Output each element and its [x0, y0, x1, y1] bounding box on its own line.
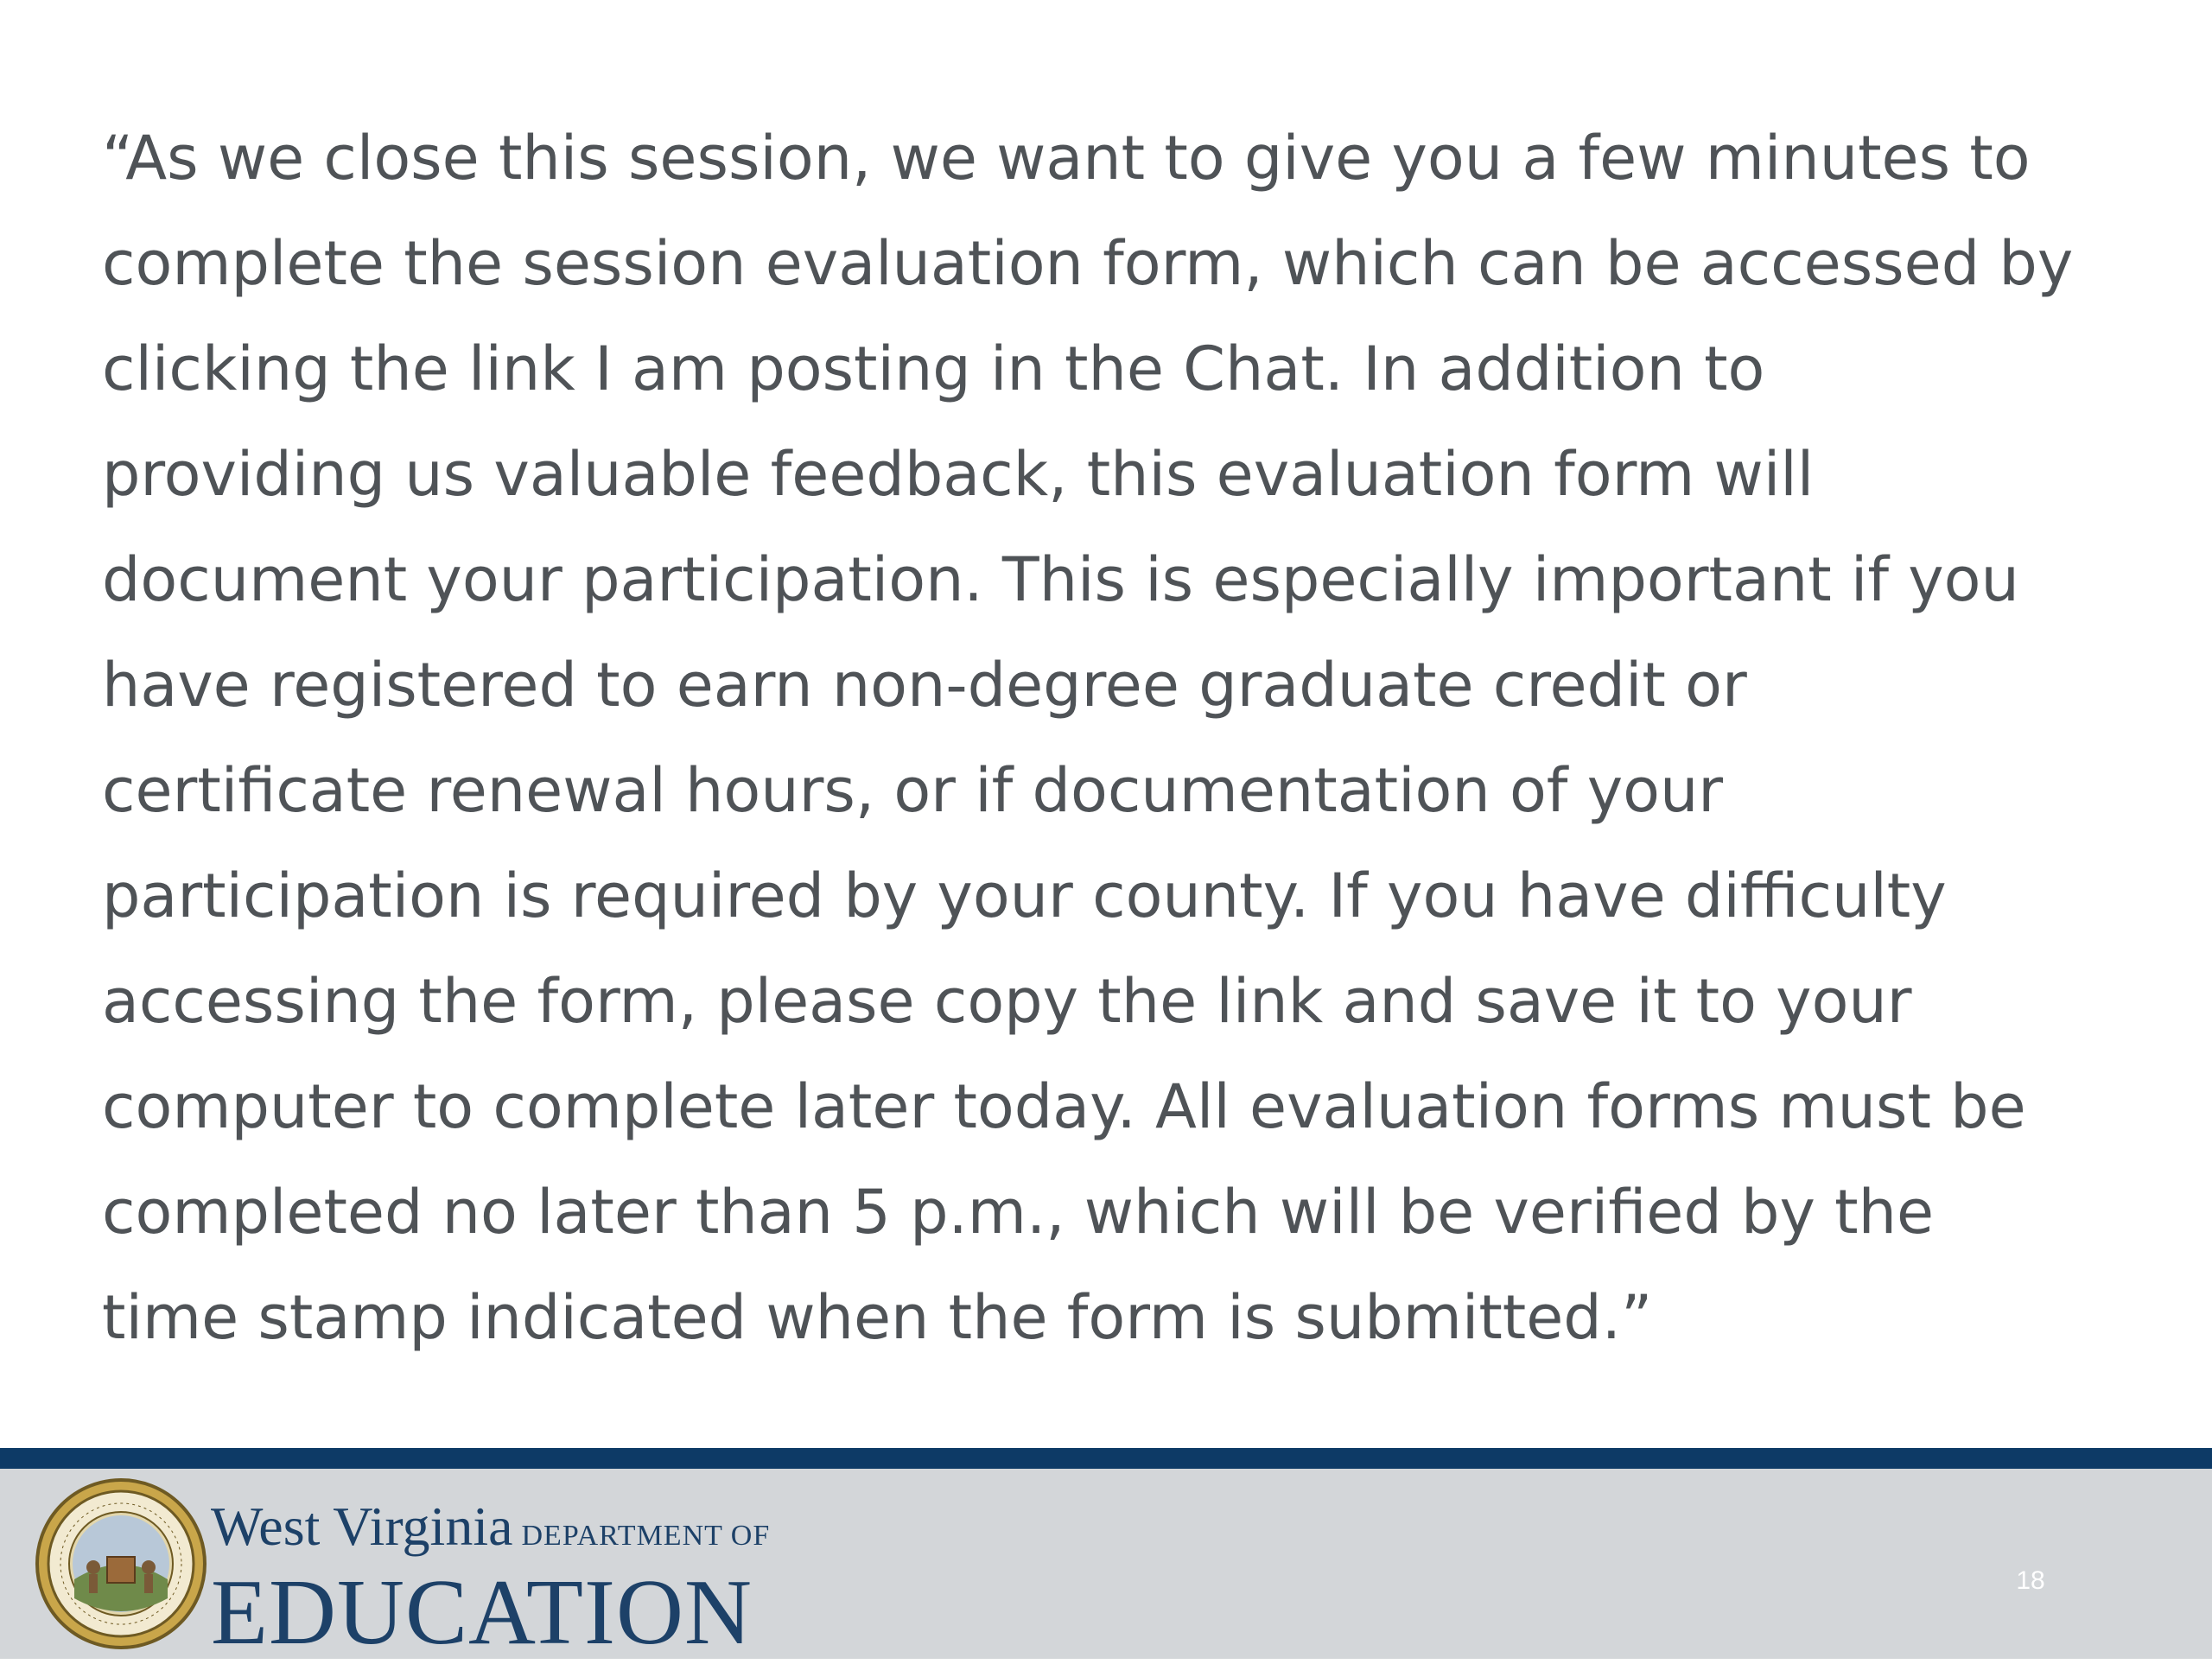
quote-line: participation is required by your county. If you have difficulty — [102, 861, 1947, 931]
wvde-logo — [211, 1496, 771, 1664]
quote-line: complete the session evaluation form, which can be accessed by — [102, 228, 2074, 299]
quote-line: time stamp indicated when the form is submitted.” — [102, 1282, 1653, 1353]
state-seal-icon — [35, 1477, 207, 1650]
quote-line: completed no later than 5 p.m., which will be verified by the — [102, 1177, 1935, 1248]
quote-line: providing us valuable feedback, this evaluation form will — [102, 439, 1815, 510]
slide-number: 18 — [2016, 1566, 2045, 1595]
logo-department-of: DEPARTMENT OF — [521, 1520, 771, 1552]
quote-line: document your participation. This is especially important if you — [102, 544, 2019, 615]
quote-text — [102, 105, 2124, 1370]
quote-line: clicking the link I am posting in the Chat. In addition to — [102, 333, 1765, 404]
quote-line: “As we close this session, we want to give you a few minutes to — [102, 123, 2031, 194]
logo-education: EDUCATION — [211, 1561, 753, 1664]
logo-west-virginia: West Virginia — [211, 1496, 513, 1557]
footer-divider — [0, 1448, 2212, 1469]
quote-line: certificate renewal hours, or if documentation of your — [102, 755, 1724, 826]
quote-line: accessing the form, please copy the link and save it to your — [102, 966, 1912, 1037]
quote-line: have registered to earn non-degree graduate credit or — [102, 650, 1747, 721]
quote-line: computer to complete later today. All evaluation forms must be — [102, 1071, 2026, 1142]
